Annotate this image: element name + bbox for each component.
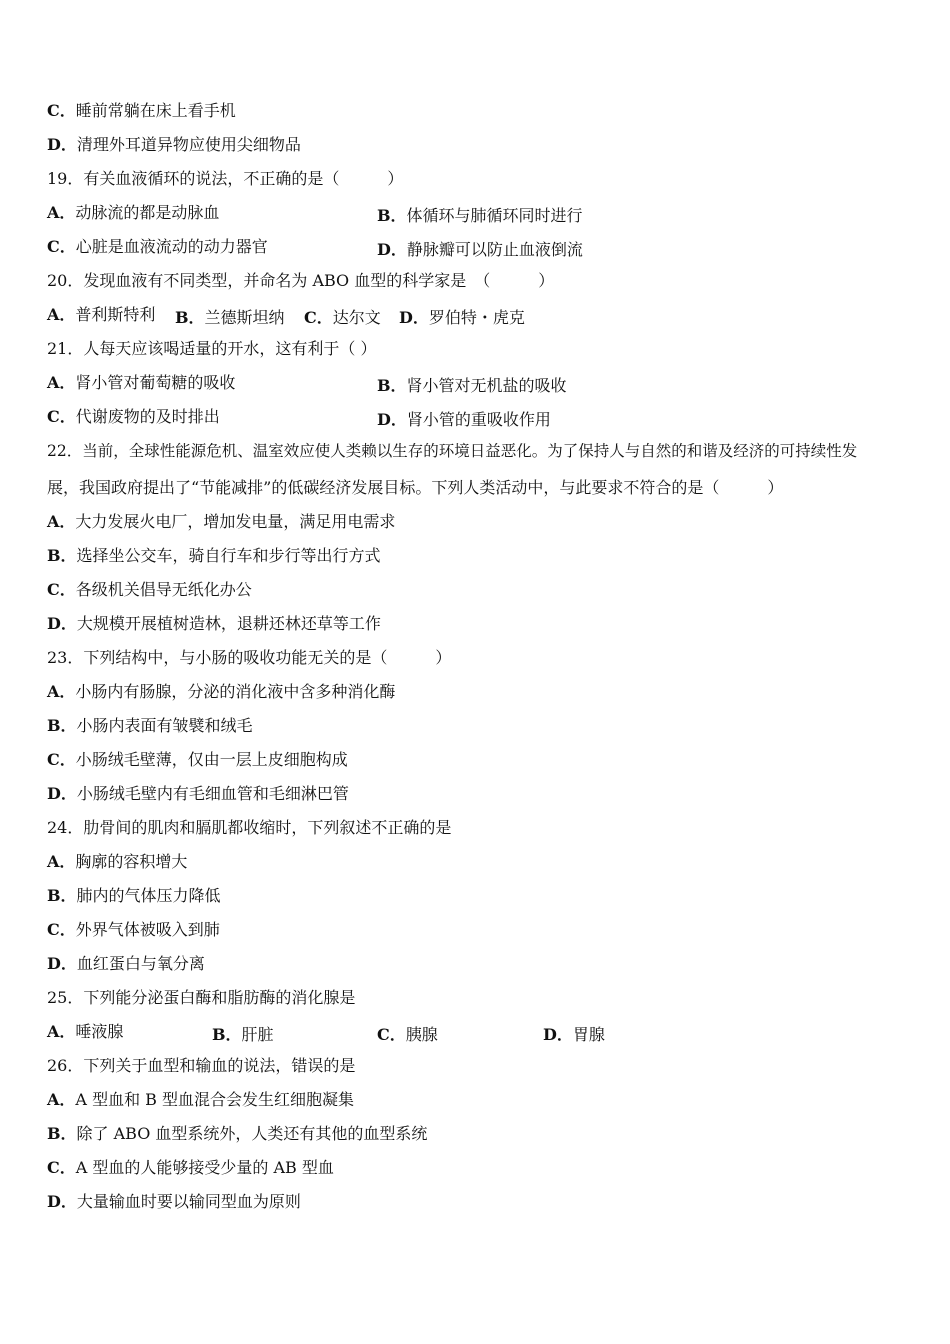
option-line [47,580,252,600]
option-text: 血红蛋白与氧分离 [76,954,205,973]
option-line [47,203,219,223]
option-text: 体循环与肺循环同时进行 [406,206,583,225]
option-text: 达尔文 [332,308,381,327]
option-letter: C． [47,237,76,256]
option-letter: B． [47,886,77,905]
question-25: 25．下列能分泌蛋白酶和脂肪酶的消化腺是 [47,988,356,1007]
option-text: 选择坐公交车，骑自行车和步行等出行方式 [76,546,381,565]
option-line [47,784,349,804]
option-line [47,682,395,702]
option-text: 各级机关倡导无纸化办公 [75,580,252,599]
option-letter: B． [47,716,77,735]
option-text: 静脉瓣可以防止血液倒流 [406,240,583,259]
option-letter: D． [377,410,407,429]
option-text: 普利斯特利 [75,305,156,324]
option-letter: D． [47,1192,77,1211]
option-letter: B． [47,546,77,565]
option-text: 兰德斯坦纳 [204,308,285,327]
option-line [47,237,268,257]
question-23: 23．下列结构中，与小肠的吸收功能无关的是（ ） [47,648,452,667]
option-text: 睡前常躺在床上看手机 [75,101,236,120]
option-line [47,373,235,393]
option-letter: C． [47,750,76,769]
option-letter: D． [377,240,407,259]
option-line [47,1192,301,1212]
question-22-line-2: 展，我国政府提出了“节能减排”的低碳经济发展目标。下列人类活动中，与此要求不符合的是（ ） [47,478,784,497]
option-text: 罗伯特・虎克 [428,308,525,327]
option-text: 清理外耳道异物应使用尖细物品 [76,135,301,154]
option-letter: A． [47,1022,76,1041]
option-line [47,407,220,427]
option-text: 除了 ABO 血型系统外，人类还有其他的血型系统 [76,1124,428,1143]
option-letter: C． [47,920,76,939]
option-letter: A． [47,512,76,531]
option-line [47,750,348,770]
option-text: 肾小管对无机盐的吸收 [406,376,567,395]
option-line [47,1158,334,1178]
option-line [47,614,381,634]
option-line [47,135,301,155]
option-letter: B． [47,1124,77,1143]
option-letter: C． [47,1158,76,1177]
option-line [47,101,236,121]
option-text: 大力发展火电厂，增加发电量，满足用电需求 [75,512,396,531]
option-text: 肾小管对葡萄糖的吸收 [75,373,236,392]
option-letter: B． [212,1025,242,1044]
option-line [47,1022,123,1042]
option-letter: C． [47,101,76,120]
option-line [377,203,583,226]
option-line [377,237,583,260]
option-text: 肾小管的重吸收作用 [406,410,551,429]
option-line [212,1022,274,1045]
option-letter: A． [47,1090,76,1109]
option-text: 小肠内表面有皱襞和绒毛 [76,716,253,735]
option-line [47,512,395,532]
option-text: 唾液腺 [75,1022,124,1041]
option-line [377,1022,438,1045]
option-text: 动脉流的都是动脉血 [75,203,220,222]
question-19: 19．有关血液循环的说法，不正确的是（ ） [47,169,404,188]
option-letter: D． [47,614,77,633]
option-letter: C． [47,407,76,426]
option-letter: C． [47,580,76,599]
option-line [543,1022,605,1045]
question-26: 26．下列关于血型和输血的说法，错误的是 [47,1056,356,1075]
option-text: 心脏是血液流动的动力器官 [75,237,268,256]
option-text: 小肠绒毛壁薄，仅由一层上皮细胞构成 [75,750,348,769]
option-letter: C． [304,308,333,327]
question-22-line-1: 22．当前，全球性能源危机、温室效应使人类赖以生存的环境日益恶化。为了保持人与自然的和谐及经济的可持续性发 [47,442,858,460]
option-line [399,305,525,328]
option-text: 大规模开展植树造林，退耕还林还草等工作 [76,614,381,633]
option-letter: D． [47,784,77,803]
option-letter: D． [543,1025,573,1044]
option-line [47,1124,427,1144]
option-line [47,546,381,566]
option-text: 胰腺 [405,1025,438,1044]
option-line [47,920,220,940]
option-letter: D． [47,954,77,973]
option-letter: A． [47,203,76,222]
option-letter: A． [47,373,76,392]
option-letter: D． [399,308,429,327]
option-letter: B． [377,206,407,225]
option-line [175,305,285,328]
option-text: 小肠内有肠腺，分泌的消化液中含多种消化酶 [75,682,396,701]
option-line [47,886,221,906]
option-text: 外界气体被吸入到肺 [75,920,220,939]
option-line [47,305,155,325]
option-text: 肺内的气体压力降低 [76,886,221,905]
option-text: A 型血和 B 型血混合会发生红细胞凝集 [75,1090,354,1109]
option-letter: D． [47,135,77,154]
option-letter: B． [175,308,205,327]
option-text: 代谢废物的及时排出 [75,407,220,426]
option-letter: C． [377,1025,406,1044]
option-text: 胃腺 [572,1025,605,1044]
option-line [377,407,551,430]
option-line [377,373,567,396]
question-21: 21．人每天应该喝适量的开水，这有利于（ ） [47,339,377,358]
option-letter: B． [377,376,407,395]
option-text: A 型血的人能够接受少量的 AB 型血 [75,1158,334,1177]
option-letter: A． [47,682,76,701]
option-letter: A． [47,852,76,871]
question-24: 24．肋骨间的肌肉和膈肌都收缩时，下列叙述不正确的是 [47,818,452,837]
option-letter: A． [47,305,76,324]
question-20: 20．发现血液有不同类型，并命名为 ABO 血型的科学家是 （ ） [47,271,555,290]
option-text: 大量输血时要以输同型血为原则 [76,1192,301,1211]
option-text: 胸廓的容积增大 [75,852,188,871]
option-text: 肝脏 [241,1025,274,1044]
option-line [47,954,205,974]
option-line [47,852,187,872]
option-line [47,716,253,736]
option-line [47,1090,354,1110]
option-text: 小肠绒毛壁内有毛细血管和毛细淋巴管 [76,784,349,803]
option-line [304,305,381,328]
